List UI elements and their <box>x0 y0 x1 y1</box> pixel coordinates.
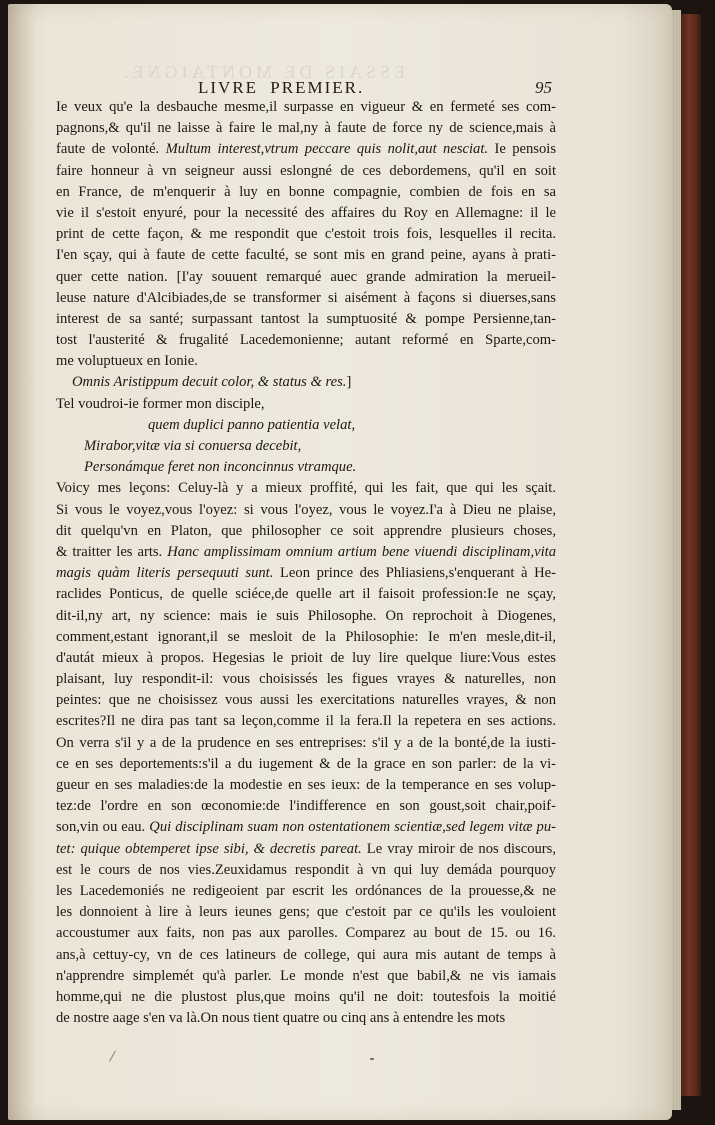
text-line <box>56 648 556 669</box>
line-text: faire honneur à vn seigneur aussi eslongné de ces debordemens, qu'il en soit <box>56 162 556 179</box>
body-text <box>56 97 556 1029</box>
text-line <box>56 542 556 563</box>
line-text: escrites?Il ne dira pas tant sa leçon,comme il la fera.Il la repetera en ses actions. <box>56 713 556 730</box>
text-line <box>56 966 556 987</box>
line-text: plaisant, luy respondit-il: vous choisissés les figues vrayes & naturelles, non <box>56 671 556 688</box>
verse-line <box>56 457 556 478</box>
line-text: leuse nature d'Alcibiades,de se transformer si aisément à façons si diuerses,sans <box>56 289 556 306</box>
line-text: print de cette façon, & me respondit que c'estoit trois fois, lesquelles il recita. <box>56 226 556 243</box>
text-line <box>56 500 556 521</box>
text-line <box>56 563 556 584</box>
text-line <box>56 182 556 203</box>
line-text: faute de volonté. <box>56 141 166 158</box>
text-line <box>56 309 556 330</box>
text-line <box>56 288 556 309</box>
line-text: est le cours de nos vies.Zeuxidamus respondit à vn qui luy demáda pourquoy <box>56 861 556 878</box>
line-text: d'autát mieux à propos. Hegesias le prioit de luy lire quelque liure:Vous estes <box>56 649 556 666</box>
line-text: Si vous le voyez,vous l'oyez: si vous l'oyez, vous le voyez.I'a à Dieu ne plaise, <box>56 501 556 518</box>
text-line <box>56 945 556 966</box>
text-line <box>56 203 556 224</box>
text-line <box>56 521 556 542</box>
text-line <box>56 881 556 902</box>
text-line <box>56 267 556 288</box>
text-line <box>56 351 556 372</box>
bracket-mark: ] <box>346 374 352 391</box>
page-number: 95 <box>535 78 552 97</box>
line-text: I'en sçay, qui à faute de cette faculté, se sont mis en grand peine, ayans à prati- <box>56 247 556 264</box>
latin-quotation: quem duplici panno patientia velat, <box>148 416 356 433</box>
line-text: pagnons,& qu'il ne laisse à faire le mal,ny à faute de force ny de science,mais à <box>56 120 556 137</box>
verse-line <box>56 415 556 436</box>
latin-quotation: Mirabor,vitæ via si conuersa decebit, <box>84 438 302 454</box>
line-text: tez:de l'ordre en son œconomie:de l'indifference en son goust,soit chair,poif- <box>56 798 556 815</box>
line-text: quer cette nation. <box>56 268 177 285</box>
line-text: Leon prince des Phliasiens,s'enquerant à He- <box>273 565 556 582</box>
text-line <box>56 987 556 1008</box>
text-line <box>56 860 556 881</box>
text-line <box>56 1008 556 1029</box>
text-line <box>56 775 556 796</box>
line-text: les Lacedemoniés ne redigeoient par escrit les ordónances de la prouesse,& ne <box>56 882 556 899</box>
text-line <box>56 118 556 139</box>
text-line <box>56 606 556 627</box>
text-line <box>56 733 556 754</box>
line-text: ce en ses deportements:s'il a du iugement & de la grace en son parler: de la vi- <box>56 755 556 772</box>
text-line <box>56 394 556 415</box>
line-text: raclides Ponticus, de quelle sciéce,de quelle art il faisoit profession:Ie ne sçay, <box>56 586 556 603</box>
text-line <box>56 902 556 923</box>
latin-quotation: Omnis Aristippum decuit color, & status & res. <box>72 374 347 391</box>
leather-binding <box>681 14 701 1096</box>
bracket-mark: [ <box>176 268 182 285</box>
line-text: ans,à cettuy-cy, vn de ces latineurs de college, qui aura mis autant de temps à <box>56 946 556 963</box>
line-text: Le vray miroir de nos discours, <box>361 840 556 857</box>
line-text: gueur en ses maladies:de la modestie en ses ieux: de la temperance en ses volup- <box>56 777 556 793</box>
gutter-shadow <box>8 4 36 1120</box>
line-text: Tel voudroi-ie former mon disciple, <box>56 395 265 412</box>
latin-quotation: Multum interest,vtrum peccare quis nolit,aut nesciat. <box>165 141 489 158</box>
line-text: interest de sa santé; surpassant tantost la sumptuosité & pompe Persienne,tan- <box>56 310 556 327</box>
text-line <box>56 478 556 499</box>
text-line <box>56 224 556 245</box>
running-head-title: LIVRE PREMIER. <box>198 78 365 97</box>
line-text: vie il s'estoit enyuré, pour la necessité des affaires du Roy en Allemagne: il le <box>56 204 556 221</box>
text-line <box>56 796 556 817</box>
verse-line <box>56 372 556 393</box>
text-line <box>56 669 556 690</box>
line-text: Ie pensois <box>488 141 556 158</box>
text-line <box>56 330 556 351</box>
text-line <box>56 139 556 160</box>
line-text: I'ay souuent remarqué auec grande admiration la merueil- <box>181 268 556 285</box>
page-edges <box>672 10 681 1110</box>
ink-speck <box>370 1058 374 1060</box>
text-line <box>56 817 556 838</box>
line-text: & traitter les arts. <box>56 543 168 560</box>
latin-quotation: tet: quique obtemperet ipse sibi, & decretis pareat. <box>56 840 362 857</box>
line-text: dit quelqu'vn en Platon, que philosopher ce soit apprendre plusieurs choses, <box>56 522 556 539</box>
text-line <box>56 161 556 182</box>
latin-quotation: Hanc amplissimam omnium artium bene viuendi disciplinam,vita <box>167 543 556 560</box>
line-text: n'apprendre simplemét qu'à parler. Le monde n'est que babil,& ne vis iamais <box>56 967 556 984</box>
line-text: Voicy mes leçons: Celuy-là y a mieux proffité, qui les fait, que qui les sçait. <box>56 480 556 497</box>
show-through-text: ESSAIS DE MONTAIGNE. <box>120 62 406 82</box>
text-line <box>56 584 556 605</box>
line-text: peintes: que ne choisissez vous aussi les exercitations naturelles vrayes, & non <box>56 692 556 709</box>
line-text: comment,estant ignorant,il se mesloit de la Philosophie: Ie m'en mesle,dit-il, <box>56 628 556 645</box>
line-text: tost l'austerité & frugalité Lacedemonienne; autant reformé en Sparte,com- <box>56 332 556 349</box>
text-line <box>56 711 556 732</box>
line-text: me voluptueux en Ionie. <box>56 353 198 370</box>
text-line <box>56 97 556 118</box>
latin-quotation: Qui disciplinam suam non ostentationem scientiæ,sed legem vitæ pu- <box>149 819 556 836</box>
line-text: Ie veux qu'e la desbauche mesme,il surpasse en vigueur & en fermeté ses com- <box>56 99 556 115</box>
latin-quotation: magis quàm literis persequuti sunt. <box>56 565 274 582</box>
line-text: de nostre aage s'en va là.On nous tient quatre ou cinq ans à entendre les mots <box>56 1010 506 1027</box>
text-line <box>56 754 556 775</box>
text-line <box>56 923 556 944</box>
line-text: accoustumer aux faits, non pas aux parolles. Comparez au bout de 15. ou 16. <box>56 925 556 942</box>
text-line <box>56 245 556 266</box>
text-line <box>56 627 556 648</box>
line-text: les donnoient à lire à leurs ieunes gens; que c'estoit par ce qu'ils les vouloient <box>56 904 556 921</box>
text-line <box>56 839 556 860</box>
line-text: en France, de m'enquerir à luy en bonne compagnie, combien de fois en sa <box>56 183 556 200</box>
text-line <box>56 690 556 711</box>
line-text: dit-il,ny art, ny science: mais ie suis Philosophe. On reprochoit à Diogenes, <box>56 607 556 624</box>
latin-quotation: Personámque feret non inconcinnus vtramque. <box>84 459 357 476</box>
line-text: son,vin ou eau. <box>56 819 150 836</box>
line-text: homme,qui ne die plustost plus,que moins qu'il ne doit: toutesfois la moitié <box>56 988 556 1005</box>
line-text: On verra s'il y a de la prudence en ses entreprises: s'il y a de la bonté,de la iusti- <box>56 734 556 751</box>
verse-line <box>56 436 556 457</box>
